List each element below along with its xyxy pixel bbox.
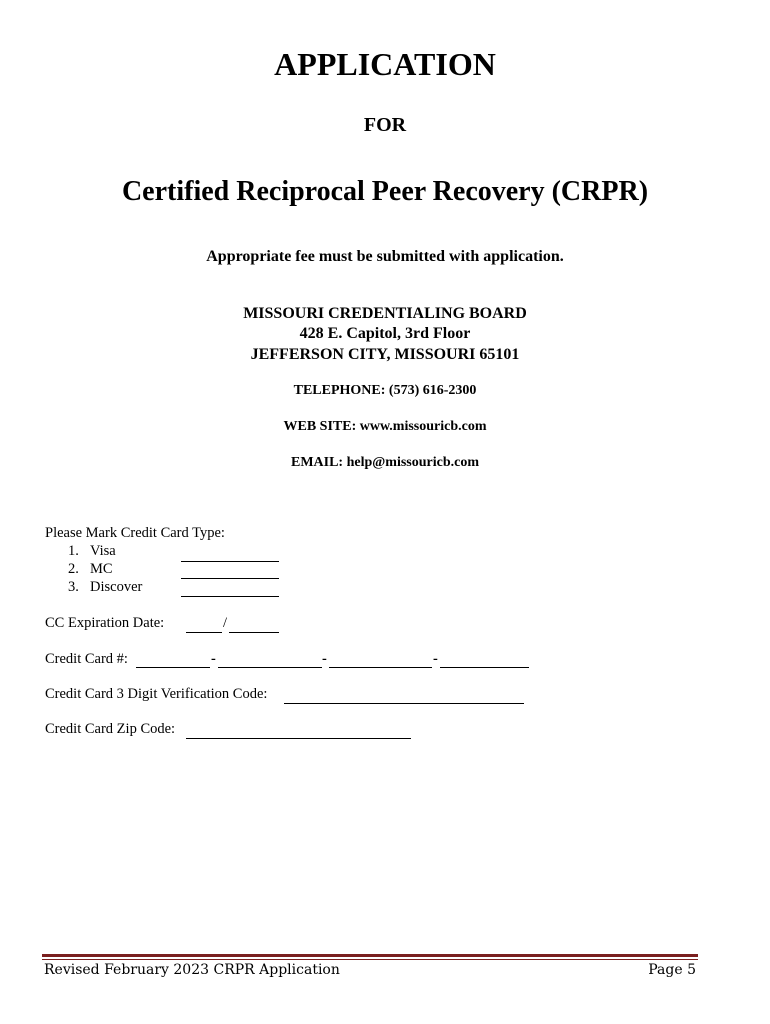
footer-revision: Revised February 2023 CRPR Application (44, 962, 340, 978)
expiration-month-field[interactable] (186, 632, 222, 633)
card-type-discover (68, 579, 142, 596)
card-type-label: MC (90, 561, 113, 577)
card-number-field-4[interactable] (440, 667, 529, 668)
card-number-field-1[interactable] (136, 667, 210, 668)
footer-rule (42, 954, 698, 957)
card-type-number: 2. (68, 561, 79, 577)
board-telephone: TELEPHONE: (573) 616-2300 (293, 383, 477, 398)
card-number-dash: - (322, 651, 327, 667)
verification-label: Credit Card 3 Digit Verification Code: (45, 686, 268, 702)
card-type-label: Visa (90, 543, 116, 559)
card-type-number: 3. (68, 579, 79, 595)
page-number: Page 5 (648, 962, 696, 978)
expiration-year-field[interactable] (229, 632, 279, 633)
mc-mark-field[interactable] (181, 578, 279, 579)
document-title: APPLICATION (274, 46, 496, 82)
certification-title: Certified Reciprocal Peer Recovery (CRPR) (121, 176, 649, 207)
expiration-label: CC Expiration Date: (45, 615, 165, 631)
card-number-label: Credit Card #: (45, 651, 128, 667)
card-type-visa (68, 543, 116, 560)
card-type-heading: Please Mark Credit Card Type: (45, 525, 225, 541)
board-name: MISSOURI CREDENTIALING BOARD (243, 305, 527, 322)
board-city: JEFFERSON CITY, MISSOURI 65101 (250, 346, 520, 363)
discover-mark-field[interactable] (181, 596, 279, 597)
zip-field[interactable] (186, 738, 411, 739)
board-website: WEB SITE: www.missouricb.com (283, 419, 487, 434)
fee-note: Appropriate fee must be submitted with application. (206, 248, 564, 265)
footer-rule-thin (42, 959, 698, 960)
verification-field[interactable] (284, 703, 524, 704)
card-type-label: Discover (90, 579, 143, 595)
board-street: 428 E. Capitol, 3rd Floor (299, 325, 471, 342)
expiration-separator: / (223, 615, 228, 631)
card-number-field-2[interactable] (218, 667, 322, 668)
visa-mark-field[interactable] (181, 561, 279, 562)
card-type-mc (68, 561, 113, 578)
for-label: FOR (363, 114, 407, 136)
card-number-dash: - (211, 651, 216, 667)
zip-label: Credit Card Zip Code: (45, 721, 176, 737)
card-number-dash: - (433, 651, 438, 667)
board-email: EMAIL: help@missouricb.com (290, 455, 480, 470)
card-type-number: 1. (68, 543, 79, 559)
card-number-field-3[interactable] (329, 667, 432, 668)
